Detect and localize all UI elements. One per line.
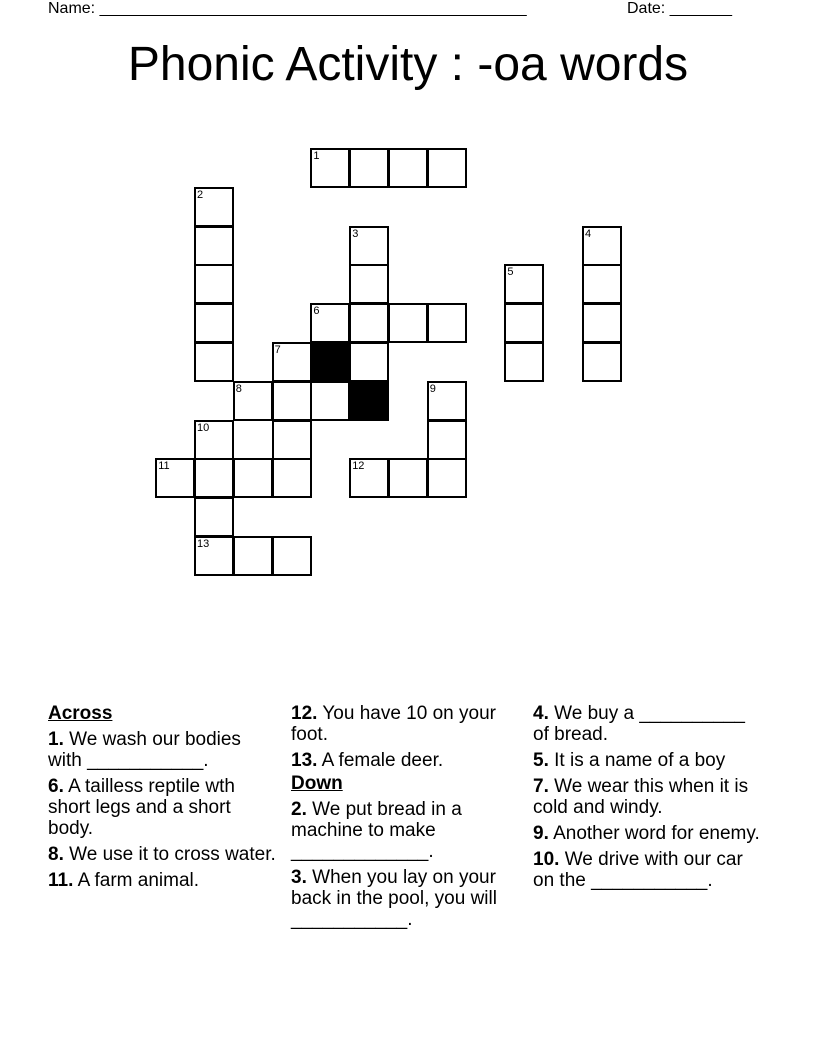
crossword-cell[interactable] [194, 458, 234, 498]
crossword-black-cell [310, 342, 350, 382]
clue-number: 7 [274, 344, 281, 356]
clue-number: 8 [235, 382, 242, 395]
crossword-cell[interactable] [427, 148, 467, 188]
clue-number: 10 [197, 421, 210, 434]
clue-number: 12 [352, 460, 365, 473]
crossword-cell[interactable] [427, 303, 467, 343]
clue-column-3 [533, 703, 763, 896]
clue-number: 6 [313, 305, 320, 318]
crossword-black-cell [349, 381, 389, 421]
crossword-cell[interactable] [427, 458, 467, 498]
clue-down-4: 4. We buy a __________ of bread. [533, 703, 746, 745]
crossword-cell[interactable] [272, 536, 312, 576]
crossword-cell[interactable] [388, 458, 428, 498]
crossword-cell[interactable] [349, 264, 389, 304]
name-field-line: Name: ________________________________________________ [48, 0, 527, 17]
clue-across-6: 6. A tailless reptile wth short legs and a short body. [48, 776, 235, 839]
clue-number: 1 [313, 150, 320, 162]
clue-number: 11 [158, 460, 170, 473]
crossword-cell[interactable] [272, 342, 312, 382]
crossword-cell[interactable] [272, 381, 312, 421]
crossword-cell[interactable] [272, 420, 312, 460]
crossword-cell[interactable] [349, 303, 389, 343]
crossword-cell[interactable] [194, 497, 234, 537]
clue-down-10: 10. We drive with our car on the ___________. [533, 849, 743, 891]
clue-number: 13 [197, 538, 210, 550]
crossword-cell[interactable] [349, 342, 389, 382]
across-heading: Across [48, 703, 113, 724]
crossword-cell[interactable] [194, 187, 234, 227]
clue-number: 2 [197, 188, 204, 201]
crossword-cell[interactable] [582, 342, 622, 382]
clue-column-2 [291, 703, 521, 935]
crossword-cell[interactable] [310, 381, 350, 421]
crossword-cell[interactable] [582, 264, 622, 304]
crossword-cell[interactable] [427, 420, 467, 460]
clue-column-1 [48, 703, 278, 896]
crossword-cell[interactable] [504, 264, 544, 304]
crossword-cell[interactable] [194, 342, 234, 382]
page-title: Phonic Activity : -oa words [127, 38, 689, 91]
crossword-cell[interactable] [504, 342, 544, 382]
crossword-cell[interactable] [155, 458, 195, 498]
crossword-cell[interactable] [504, 303, 544, 343]
crossword-cell[interactable] [194, 420, 234, 460]
date-field-line: Date: _______ [627, 0, 732, 17]
clue-down-7: 7. We wear this when it is cold and windy. [533, 776, 749, 818]
clue-number: 4 [585, 227, 592, 240]
clue-number: 3 [352, 227, 359, 240]
crossword-cell[interactable] [582, 303, 622, 343]
crossword-cell[interactable] [349, 458, 389, 498]
crossword-cell[interactable] [388, 148, 428, 188]
crossword-cell[interactable] [233, 381, 273, 421]
clue-down-2: 2. We put bread in a machine to make _____________. [291, 799, 462, 862]
clue-across-13: 13. A female deer. [291, 750, 444, 771]
clue-across-1: 1. We wash our bodies with ___________. [48, 729, 241, 771]
crossword-cell[interactable] [582, 226, 622, 266]
crossword-cell[interactable] [388, 303, 428, 343]
crossword-cell[interactable] [349, 226, 389, 266]
clue-number: 9 [429, 382, 436, 395]
crossword-cell[interactable] [427, 381, 467, 421]
crossword-cell[interactable] [233, 536, 273, 576]
crossword-cell[interactable] [349, 148, 389, 188]
clue-down-3: 3. When you lay on your back in the pool, you will ___________. [291, 867, 497, 930]
crossword-cell[interactable] [194, 303, 234, 343]
crossword-cell[interactable] [310, 148, 350, 188]
clue-down-9: 9. Another word for enemy. [533, 823, 760, 844]
down-heading: Down [291, 773, 343, 794]
crossword-cell[interactable] [233, 458, 273, 498]
crossword-cell[interactable] [194, 226, 234, 266]
clue-down-5: 5. It is a name of a boy [533, 750, 726, 771]
crossword-cell[interactable] [194, 536, 234, 576]
crossword-cell[interactable] [310, 303, 350, 343]
crossword-cell[interactable] [194, 264, 234, 304]
clue-number: 5 [507, 266, 514, 279]
crossword-cell[interactable] [272, 458, 312, 498]
clue-across-8: 8. We use it to cross water. [48, 844, 276, 865]
clue-across-12: 12. You have 10 on your foot. [291, 703, 496, 745]
clue-across-11: 11. A farm animal. [48, 870, 200, 891]
